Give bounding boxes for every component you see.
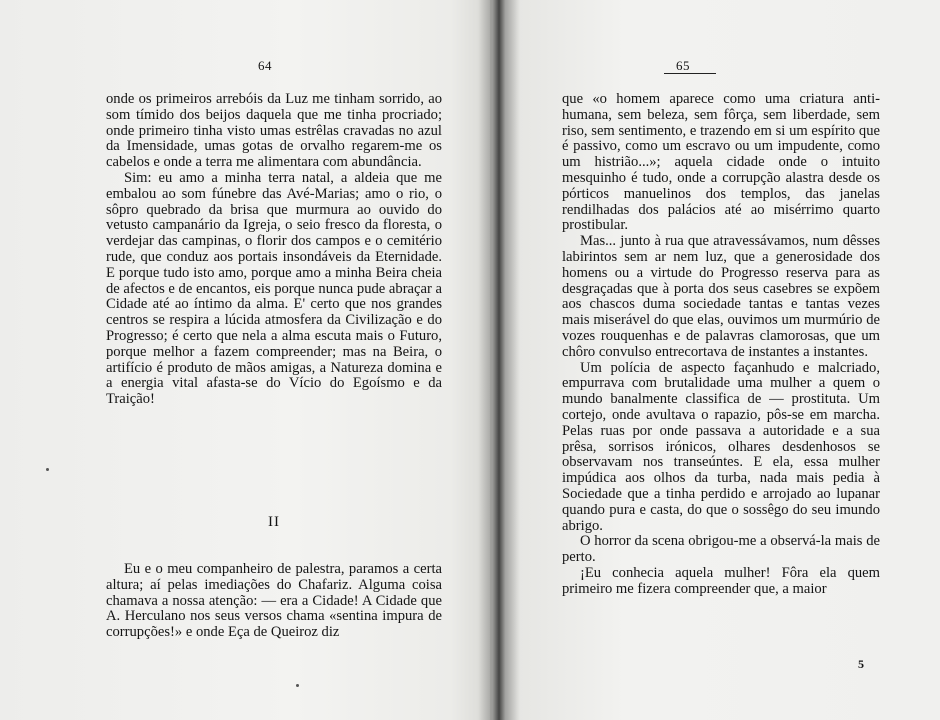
right-page-number: 65 [676, 58, 690, 73]
paragraph: onde os primeiros arrebóis da Luz me tinham sorrido, ao som tímido dos beijos daquela que me tinha procriado; onde primeiro tinha visto umas estrêlas cravadas no azul da Imensidade, umas gotas de orvalho regarem-me os cabelos e onde a terra me alimentara com abundância. [106, 91, 442, 171]
left-top-text [106, 92, 442, 408]
speck [296, 684, 299, 687]
paragraph: ¡Eu conhecia aquela mulher! Fôra ela quem primeiro me fizera compreender que, a maior [562, 564, 880, 597]
section-number: II [268, 514, 280, 530]
left-page-number: 64 [258, 58, 272, 73]
paragraph: Mas... junto à rua que atravessávamos, num dêsses labirintos sem ar nem luz, que a generosidade dos homens ou a virtude do Progresso reserva para as desgraçadas que à porta dos seus casebres se expõem aos chascos duma sociedade tantas e tantas vezes mais miserável do que elas, ouvimos um murmúrio de vozes rouquenhas e de palavras clamorosas, que um chôro convulso entrecortava de instantes a instantes. [562, 233, 880, 360]
paragraph: Sim: eu amo a minha terra natal, a aldeia que me embalou ao som fúnebre das Avé-Marias; amo o rio, o sôpro quebrado da brisa que murmura ao ouvido do vetusto campanário da Igreja, o seio fresco da floresta, o verdejar das campinas, o florir dos campos e o cemitério rude, que conduz aos portais insondáveis da Eternidade. E porque tudo isto amo, porque amo a minha Beira cheia de afectos e de encantos, eis porque nunca pude abraçar a Cidade até ao íntimo da alma. E' certo que nos grandes centros se respira a lúcida atmosfera da Civilização e do Progresso; é certo que nela a alma escuta mais o Futuro, porque melhor a fazem compreender; mas na Beira, o artifício é produto de mãos amigas, a Natureza domina e a energia vital afasta-se do Vício do Egoísmo e da Traição! [106, 169, 442, 408]
left-bottom-text [106, 562, 442, 641]
right-page [490, 0, 940, 720]
signature-mark: 5 [858, 657, 864, 671]
speck [46, 468, 49, 471]
paragraph: O horror da scena obrigou-me a observá-la mais de perto. [562, 533, 880, 566]
page-number-rule [664, 73, 716, 74]
right-main-text [562, 92, 880, 598]
paragraph: que «o homem aparece como uma criatura anti-humana, sem beleza, sem fôrça, sem liberdade, sem riso, sem sentimento, e trazendo em si um espírito que é passivo, como um escravo ou um impudente, como um histrião...»; aquela cidade onde o intuito mesquinho é tudo, onde a corrupção alastra desde os pórticos manuelinos dos templos, das janelas rendilhadas dos palácios até ao misérrimo quarto prostibular. [562, 91, 880, 234]
paragraph: Eu e o meu companheiro de palestra, paramos a certa altura; aí pelas imediações do Chafariz. Alguma coisa chamava a nossa atenção: — era a Cidade! A Cidade que A. Herculano nos seus versos chama «sentina impura de corrupções!» e onde Eça de Queiroz diz [106, 561, 442, 641]
paragraph: Um polícia de aspecto façanhudo e malcriado, empurrava com brutalidade uma mulher a quem o mundo banalmente classifica de — prostituta. Um cortejo, onde avultava o rapazio, pôs-se em marcha. Pelas ruas por onde passava a autoridade e a sua prêsa, sorrisos irónicos, olhares desdenhosos se observavam nos transeúntes. E ela, essa mulher impúdica aos olhos da turba, nada mais pedia à Sociedade que a tinha perdido e arrojado ao lupanar quando pura e casta, do que o sossêgo do seu imundo abrigo. [562, 359, 880, 534]
